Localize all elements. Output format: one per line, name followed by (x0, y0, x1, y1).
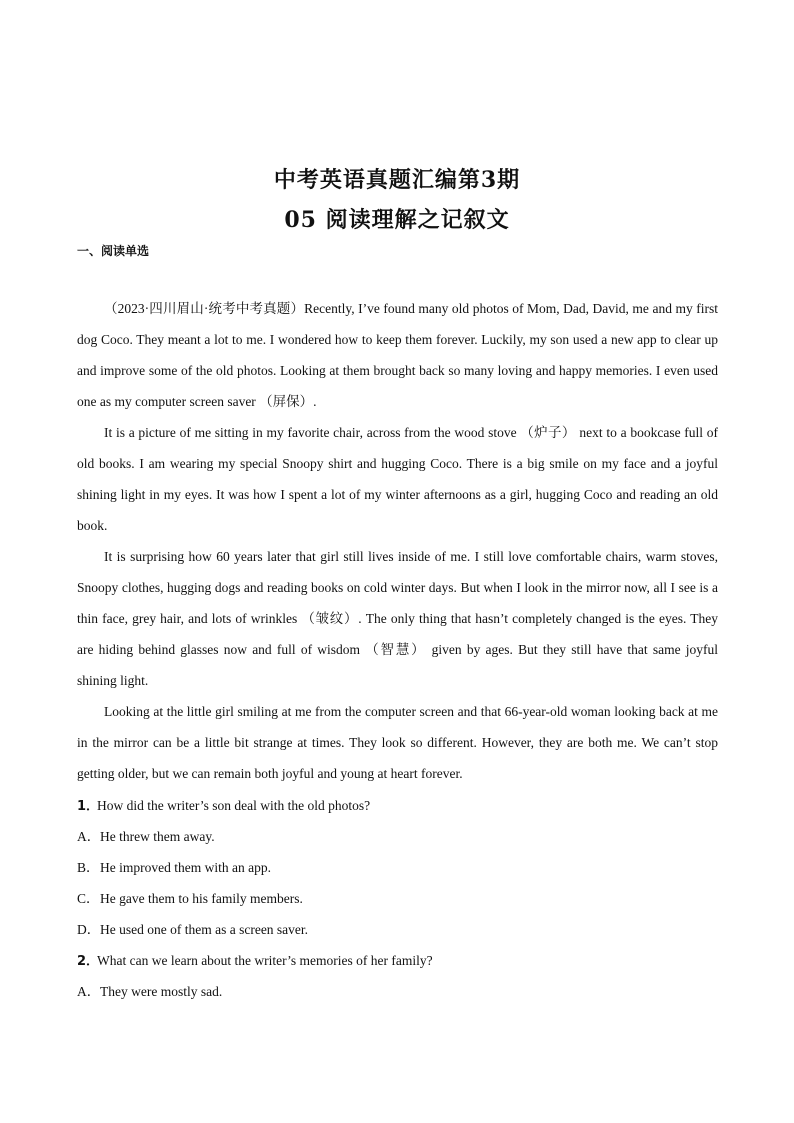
section-heading: 一、阅读单选 (77, 244, 150, 258)
option-key: A． (77, 829, 101, 844)
passage-paragraph-4: Looking at the little girl smiling at me from the computer screen and that 66-year-old woman looking back at me in the mirror can be a little bit strange at times. They look so different. However, they are both me. We can’t stop getting older, but we can remain both joyful and young at heart forever. (77, 704, 718, 781)
document-subtitle: 05 阅读理解之记叙文 (284, 207, 510, 233)
option-key: D． (77, 922, 101, 937)
option-key: B． (77, 860, 100, 875)
question-1-option-d (77, 914, 718, 945)
question-text: What can we learn about the writer’s memories of her family? (97, 953, 433, 968)
document-title: 中考英语真题汇编第3期 (273, 167, 521, 193)
question-list (77, 790, 718, 1007)
question-2-option-a (77, 976, 718, 1007)
question-number: 1． (77, 799, 100, 814)
option-text: They were mostly sad. (100, 984, 223, 999)
passage-paragraph-3: It is surprising how 60 years later that girl still lives inside of me. I still love comfortable chairs, warm stoves, Snoopy clothes, hugging dogs and reading books on cold winter days. But when I look in the mirror now, all I see is a thin face, grey hair, and lots of wrinkles （皱纹）. The only thing that hasn’t completely changed is the eyes. They are hiding behind glasses now and full of wisdom （智慧） given by ages. But they still have that same joyful shining light. (77, 549, 718, 688)
option-text: He used one of them as a screen saver. (100, 922, 309, 937)
option-key: C． (77, 891, 100, 906)
option-text: He threw them away. (100, 829, 215, 844)
question-1-option-b (77, 852, 718, 883)
option-key: A． (77, 984, 101, 999)
question-text: How did the writer’s son deal with the old photos? (97, 798, 371, 813)
question-1-option-c (77, 883, 718, 914)
reading-passage (77, 293, 718, 789)
option-text: He gave them to his family members. (100, 891, 303, 906)
question-2 (77, 945, 718, 976)
question-1 (77, 790, 718, 821)
passage-paragraph-2: It is a picture of me sitting in my favorite chair, across from the wood stove （炉子） next to a bookcase full of old books. I am wearing my special Snoopy shirt and hugging Coco. There is a big smile on my face and a joyful shining light in my eyes. It was how I spent a lot of my winter afternoons as a girl, hugging Coco and reading an old book. (77, 425, 718, 533)
passage-paragraph-1: （2023·四川眉山·统考中考真题）Recently, I’ve found many old photos of Mom, Dad, David, me and my first dog Coco. They meant a lot to me. I wondered how to keep them forever. Luckily, my son used a new app to clear up and improve some of the old photos. Looking at them brought back so many loving and happy memories. I even used one as my computer screen saver （屏保）. (77, 301, 718, 409)
question-number: 2． (77, 954, 100, 969)
question-1-option-a (77, 821, 718, 852)
option-text: He improved them with an app. (100, 860, 271, 875)
